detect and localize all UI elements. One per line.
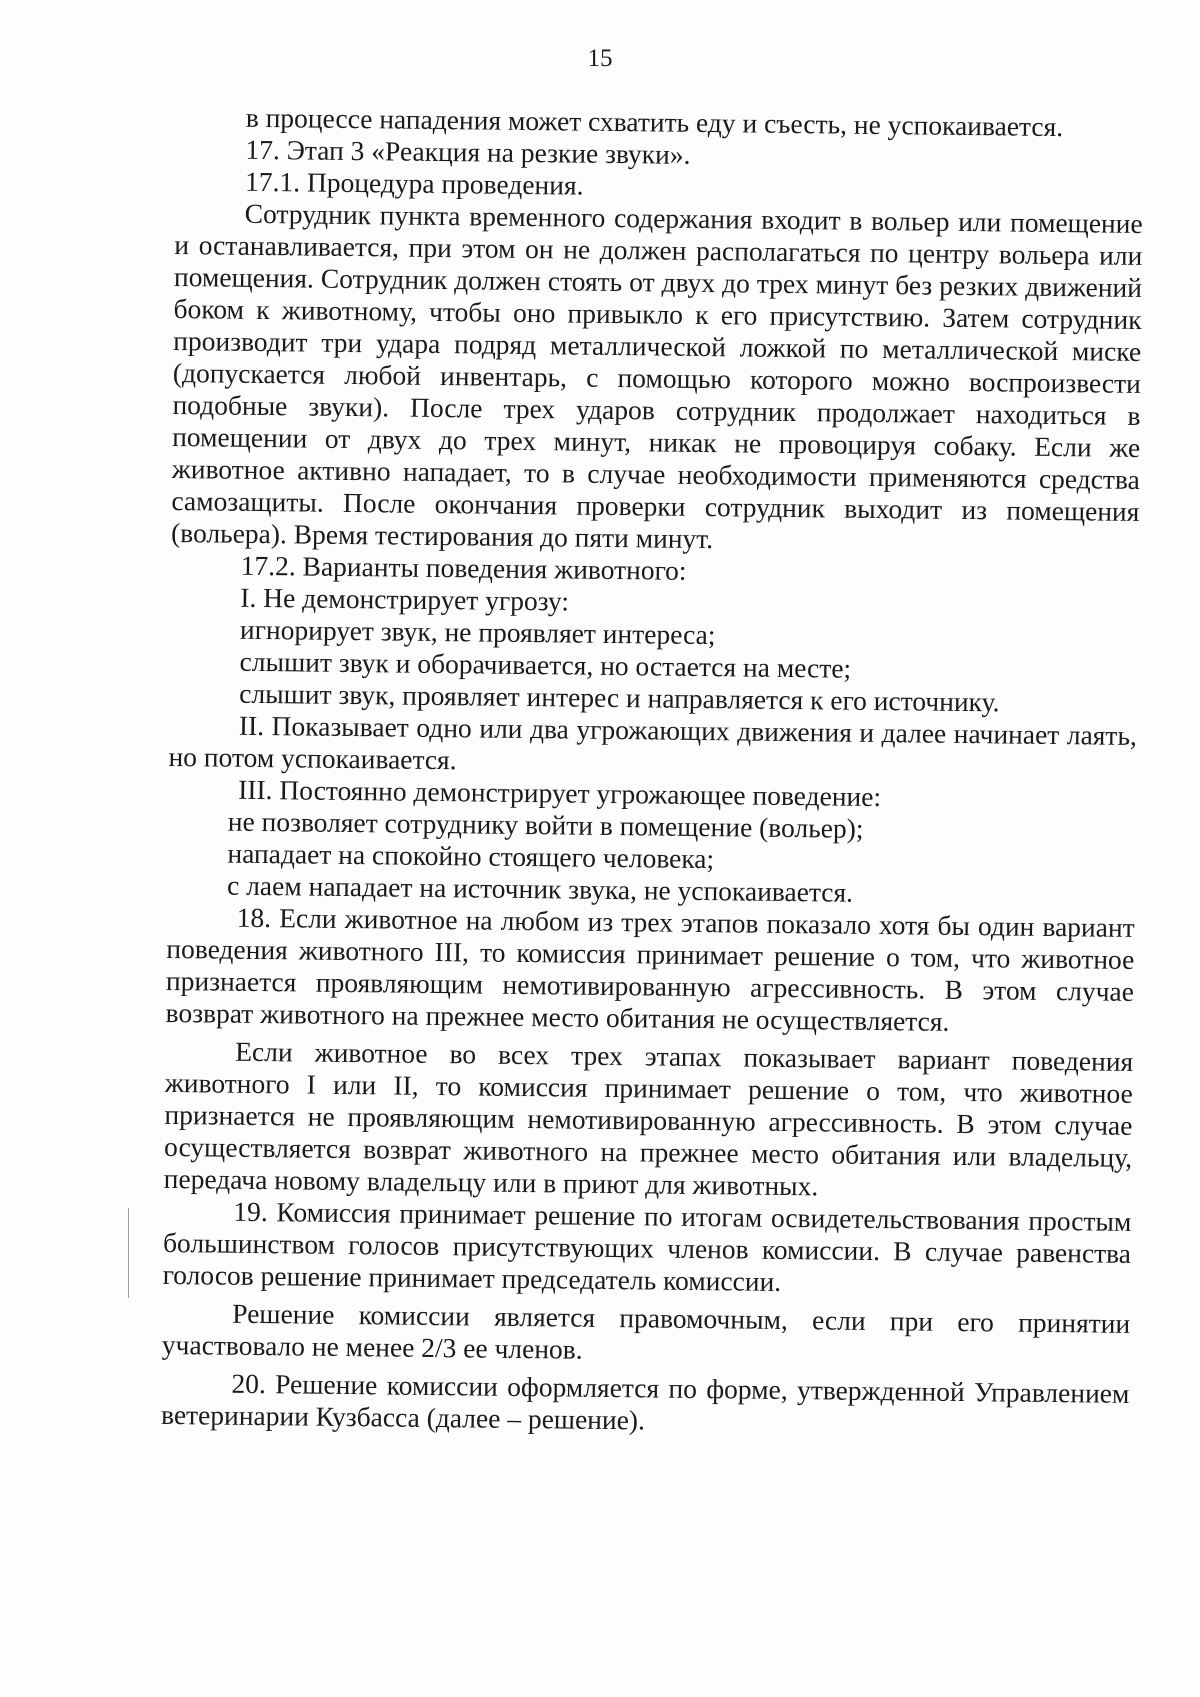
variant-III-item-1: не позволяет сотруднику войти в помещение (вольер); bbox=[227, 805, 864, 844]
paragraph-continuation: в процессе нападения может схватить еду и съесть, не успокаивается. bbox=[245, 101, 1064, 143]
page-number: 15 bbox=[587, 45, 613, 72]
section-17-heading: 17. Этап 3 «Реакция на резкие звуки». bbox=[245, 133, 691, 170]
variant-III-heading: III. Постоянно демонстрирует угрожающее поведение: bbox=[238, 773, 882, 813]
variant-I-item-3: слышит звук, проявляет интерес и направляется к его источнику. bbox=[239, 677, 1000, 718]
section-18-second-paragraph: Если животное во всех трех этапах показывает вариант поведения животного I или II, то комиссия принимает решение о том, что животное признается не проявляющим немотивированную агрессивность. В этом случае осуществляется возврат животного на прежнее место обитания или владельцу, передача новому владельцу или в приют для животных. bbox=[163, 1035, 1134, 1202]
variant-II-paragraph: II. Показывает одно или два угрожающих движения и далее начинает лаять, но потом успокаивается. bbox=[168, 709, 1138, 776]
section-19-second-paragraph: Решение комиссии является правомочным, если при его принятии участвовало не менее 2/3 ее членов. bbox=[161, 1297, 1131, 1365]
document-body bbox=[161, 101, 1144, 1442]
section-17-1-heading: 17.1. Процедура проведения. bbox=[244, 165, 584, 201]
scan-margin-line bbox=[128, 1208, 129, 1298]
variant-III-item-2: нападает на спокойно стоящего человека; bbox=[227, 837, 715, 875]
variant-I-heading: I. Не демонстрирует угрозу: bbox=[240, 581, 570, 617]
section-20-paragraph: 20. Решение комиссии оформляется по форме, утвержденной Управлением ветеринарии Кузбасса (далее – решение). bbox=[160, 1367, 1130, 1436]
procedure-paragraph: Сотрудник пункта временного содержания входит в вольер или помещение и останавливается, при этом он не должен располагаться по центру вольера или помещения. Сотрудник должен стоять от двух до трех минут без резких движений боком к животному, чтобы оно привыкло к его присутствию. Затем сотрудник производит три удара подряд металлической ложкой по металлической миске (допускается любой инвентарь, с помощью которого можно воспроизвести подобные звуки). После трех ударов сотрудник продолжает находиться в помещении от двух до трех минут, никак не провоцируя собаку. Если же животное активно нападает, то в случае необходимости применяются средства самозащиты. После окончания проверки сотрудник выходит из помещения (вольера). Время тестирования до пяти минут. bbox=[170, 197, 1143, 555]
section-18-paragraph: 18. Если животное на любом из трех этапов показало хотя бы один вариант поведения животного III, то комиссия принимает решение о том, что животное признается проявляющим немотивированную агрессивность. В этом случае возврат животного на прежнее место обитания не осуществляется. bbox=[165, 901, 1135, 1037]
variant-III-item-3: с лаем нападает на источник звука, не успокаивается. bbox=[226, 869, 854, 908]
variant-I-item-2: слышит звук и оборачивается, но остается на месте; bbox=[239, 645, 852, 684]
section-19-paragraph: 19. Комиссия принимает решение по итогам освидетельствования простым большинством голосов присутствующих членов комиссии. В случае равенства голосов решение принимает председатель комиссии. bbox=[162, 1195, 1132, 1297]
section-17-2-heading: 17.2. Варианты поведения животного: bbox=[240, 549, 687, 586]
variant-I-item-1: игнорирует звук, не проявляет интереса; bbox=[239, 613, 716, 651]
